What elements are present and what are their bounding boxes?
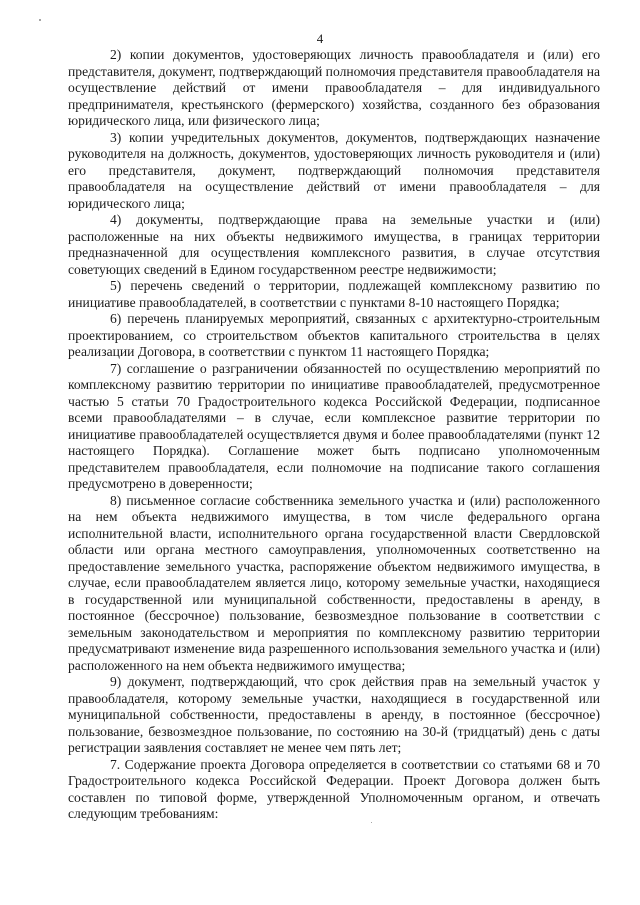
scan-speck — [39, 19, 41, 21]
paragraph-item-5: 5) перечень сведений о территории, подлежащей комплексному развитию по инициативе правообладателей, в соответствии с пунктами 8-10 настоящего Порядка; — [68, 278, 600, 310]
paragraph-item-8: 8) письменное согласие собственника земельного участка и (или) расположенного на нем объекта недвижимого имущества, в том числе федерального органа исполнительной власти, исполнительного органа государственной власти Свердловской области или органа местного самоуправления, уполномоченных соответственно на предоставление земельного участка, распоряжение объектом недвижимого имущества, в случае, если правообладателем является лицо, которому земельные участки, находящиеся в государственной или муниципальной собственности, предоставлены в аренду, в постоянное (бессрочное) пользование, безвозмездное пользование в соответствии с земельным законодательством и мероприятия по комплексному развитию территории предусматривают изменение вида разрешенного использования земельного участка и (или) расположенного на нем объекта недвижимого имущества; — [68, 492, 600, 673]
page-number: 4 — [316, 31, 324, 46]
paragraph-item-6: 6) перечень планируемых мероприятий, связанных с архитектурно-строительным проектированием, со строительством объектов капитального строительства в целях реализации Договора, в соответствии с пунктом 11 настоящего Порядка; — [68, 311, 600, 359]
document-body — [68, 47, 600, 823]
paragraph-item-9: 9) документ, подтверждающий, что срок действия прав на земельный участок у правообладателя, которому земельные участки, находящиеся в государственной или муниципальной собственности, предоставлены в аренду, в постоянное (бессрочное) пользование, безвозмездное пользование, по состоянию на 30-й (тридцатый) день с даты регистрации заявления составляет не менее чем пять лет; — [68, 674, 600, 755]
paragraph-item-3: 3) копии учредительных документов, документов, подтверждающих назначение руководителя на должность, документов, удостоверяющих личность руководителя и (или) его представителя, документ, подтверждающий полномочия представителя правообладателя на осуществление действий от имени правообладателя – для юридического лица; — [68, 129, 600, 211]
paragraph-item-4: 4) документы, подтверждающие права на земельные участки и (или) расположенные на них объекты недвижимого имущества, в границах территории предназначенной для осуществления комплексного развития, в случае отсутствия советующих сведений в Едином государственном реестре недвижимости; — [68, 212, 600, 277]
paragraph-item-2: 2) копии документов, удостоверяющих личность правообладателя и (или) его представителя, документ, подтверждающий полномочия представителя правообладателя на осуществление действий от имени правообладателя – для индивидуального предпринимателя, крестьянского (фермерского) хозяйства, созданного без образования юридического лица, или физического лица; — [68, 47, 600, 128]
paragraph-section-7: 7. Содержание проекта Договора определяется в соответствии со статьями 68 и 70 Градостроительного кодекса Российской Федерации. Проект Договора должен быть составлен по типовой форме, утвержденной Уполномоченным органом, и отвечать следующим требованиям: — [68, 756, 600, 821]
paragraph-item-7: 7) соглашение о разграничении обязанностей по осуществлению мероприятий по комплексному развитию территории по инициативе правообладателей, предусмотренное частью 5 статьи 70 Градостроительного кодекса Российской Федерации, подписанное всеми правообладателями – в случае, если комплексное развитие территории по инициативе правообладателей осуществляется двумя и более правообладателями (пункт 12 настоящего Порядка). Соглашение может быть подписано уполномоченным представителем правообладателя, если полномочие на подписание такого соглашения предусмотрено в доверенности; — [68, 360, 600, 491]
scan-speck — [371, 822, 372, 823]
